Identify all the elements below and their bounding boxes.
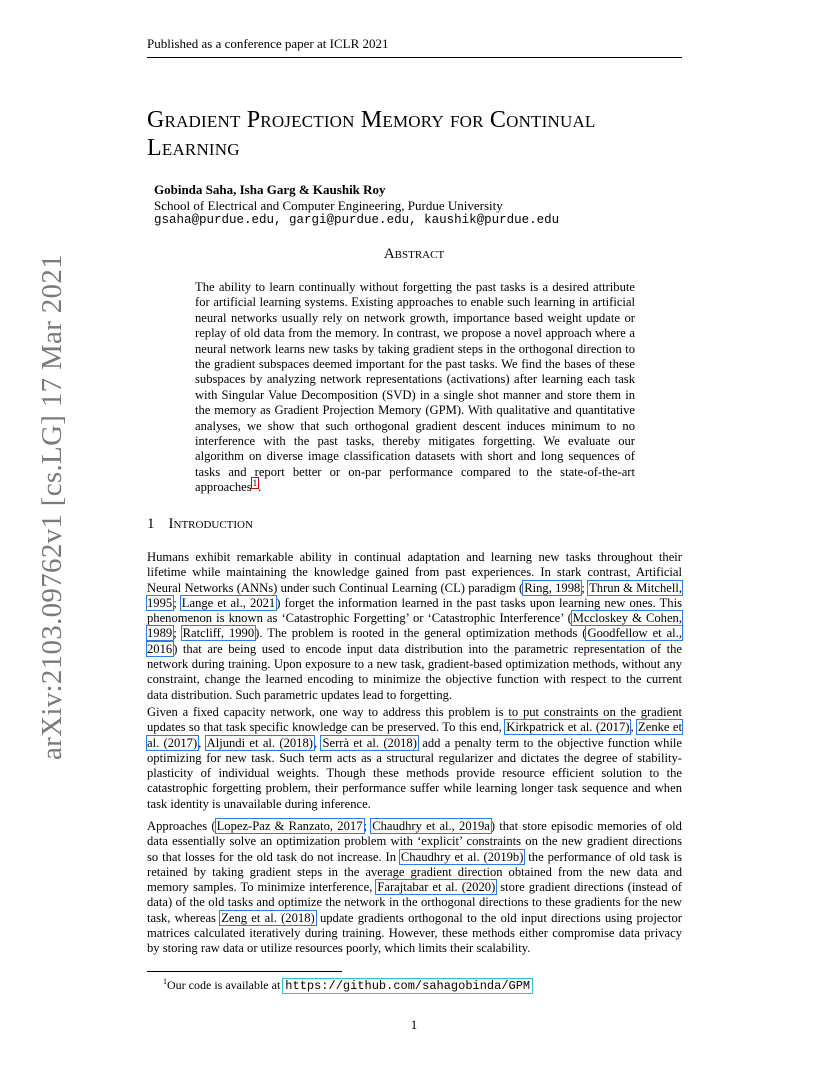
authors: Gobinda Saha, Isha Garg & Kaushik Roy — [154, 182, 386, 197]
paragraph-text: ) that are being used to encode input data distribution into the parametric representation of the network during training. Upon exposure to a new task, gradient-based optimization methods, without any constraint, change the learned encoding to minimize the objective function with respect to the current data distribution. Such parametric updates lead to forgetting. — [147, 641, 682, 702]
paragraph-text: , — [198, 735, 206, 750]
paragraph-text: ; — [173, 595, 181, 610]
paragraph-text: the performance of old task is retained by taking gradient steps in the average gradient direction obtained from the new data and memory samples. To minimize interference, — [147, 849, 682, 895]
citation-link[interactable]: Kirkpatrick et al. (2017) — [506, 720, 630, 735]
abstract-heading: Abstract — [383, 246, 445, 262]
citation-link[interactable]: Chaudhry et al. (2019b) — [400, 849, 524, 864]
footnote-text: Our code is available at — [167, 978, 284, 992]
citation-link[interactable]: Lange et al., 2021 — [181, 595, 276, 610]
arxiv-stamp: arXiv:2103.09762v1 [cs.LG] 17 Mar 2021 — [36, 254, 68, 760]
citation-link[interactable]: Lopez-Paz & Ranzato, 2017 — [216, 819, 363, 833]
citation-link[interactable]: Farajtabar et al. (2020) — [377, 880, 496, 895]
paragraph-text: Given a fixed capacity network, one way to address this problem is to put constraints on the gradient updates so that task specific knowledge can be preserved. To this end, — [147, 705, 682, 735]
citation-link[interactable]: Goodfellow et al., 2016 — [147, 626, 682, 656]
citation-link[interactable]: Zeng et al. (2018) — [221, 910, 315, 925]
paragraph-text: store gradient directions (instead of data) of the old tasks and optimize the network in the orthogonal directions to these gradients for the new task, whereas — [147, 880, 682, 925]
paragraph-text: update gradients orthogonal to the old input directions using projector matrices calculated iteratively during training. However, these methods either compromise data privacy by storing raw data or utilize resources poorly, which limits their scalability. — [147, 910, 682, 956]
footnote-marker-link[interactable]: 1 — [252, 478, 258, 489]
email-link[interactable]: kaushik@purdue.edu — [424, 213, 560, 227]
paragraph-text: ; — [173, 626, 182, 641]
abstract-end: . — [258, 480, 262, 495]
paragraph-text: Humans exhibit remarkable ability in continual adaptation and learning new tasks throughout their lifetime while maintaining the knowledge gained from past experiences. In stark contrast, Artificial Neural Networks (ANNs) under such Continual Learning (CL) paradigm ( — [147, 550, 682, 595]
author-emails: gsaha@purdue.edu, gargi@purdue.edu, kaushik@purdue.edu — [154, 213, 560, 227]
footnote-number: 1 — [163, 977, 167, 986]
section-number: 1 — [147, 516, 155, 532]
citation-link[interactable]: Mccloskey & Cohen, 1989 — [147, 611, 682, 641]
email-link[interactable]: gargi@purdue.edu — [289, 213, 410, 227]
citation-link[interactable]: Chaudhry et al., 2019a — [372, 819, 490, 833]
citation-link[interactable]: Thrun & Mitchell, 1995 — [147, 580, 682, 610]
paragraph-text: , — [630, 720, 638, 735]
paragraph-text: ; — [363, 819, 372, 833]
citation-link[interactable]: Ring, 1998 — [524, 580, 581, 595]
citation-link[interactable]: Ratcliff, 1990 — [182, 626, 255, 641]
footnote — [163, 977, 532, 993]
paragraph-text: , — [313, 735, 322, 750]
paragraph-text: ; — [581, 580, 589, 595]
intro-paragraph-3 — [147, 819, 682, 957]
paragraph-text: ). The problem is rooted in the general optimization methods ( — [255, 626, 587, 641]
abstract-text: The ability to learn continually without forgetting the past tasks is a desired attribute for artificial learning systems. Existing approaches to enable such learning in artificial neural networks usually rely on network growth, importance based weight update or replay of old data from the memory. In contrast, we propose a novel approach where a neural network learns new tasks by taking gradient steps in the orthogonal direction to the gradient subspaces deemed important for the past tasks. We find the bases of these subspaces by analyzing network representations (activations) after learning each task with Singular Value Decomposition (SVD) in a single shot manner and store them in the memory as Gradient Projection Memory (GPM). With qualitative and quantitative analyses, we show that such orthogonal gradient descent induces minimum to no interference with the past tasks, thereby mitigates forgetting. We evaluate our algorithm on diverse image classification datasets with short and long sequences of tasks and report better or on-par performance compared to the state-of-the-art approaches — [195, 280, 635, 495]
intro-paragraph-2 — [147, 705, 682, 812]
title-line-1: Gradient Projection Memory for Continual — [147, 107, 596, 133]
intro-paragraph-1 — [147, 550, 682, 703]
page-number: 1 — [410, 1017, 418, 1032]
paragraph-text: ) that store episodic memories of old data essentially solve an optimization problem with ‘explicit’ constraints on the new gradient directions so that losses for the old task do not increase. In — [147, 819, 682, 864]
code-url-link[interactable]: https://github.com/sahagobinda/GPM — [285, 979, 531, 993]
running-header: Published as a conference paper at ICLR 2021 — [147, 36, 682, 58]
email-link[interactable]: gsaha@purdue.edu — [154, 213, 275, 227]
section-heading — [147, 516, 253, 533]
paragraph-text: add a penalty term to the objective function while optimizing for new task. Such term acts as a structural regularizer and dictates the degree of stability-plasticity of individual weights. Though these methods provide resource efficient solution to the catastrophic forgetting problem, their performance suffer while learning longer task sequence and when task identity is unavailable during inference. — [147, 735, 683, 811]
abstract-body — [195, 280, 635, 496]
paper-title — [147, 106, 707, 162]
citation-link[interactable]: Aljundi et al. (2018) — [206, 735, 313, 750]
section-title: Introduction — [168, 516, 253, 532]
paragraph-text: ) forget the information learned in the past tasks upon learning new ones. This phenomenon is known as ‘Catastrophic Forgetting’ or ‘Catastrophic Interference’ ( — [147, 595, 682, 626]
citation-link[interactable]: Serrà et al. (2018) — [322, 735, 417, 750]
title-line-2: Learning — [147, 135, 240, 161]
citation-link[interactable]: Zenke et al. (2017) — [147, 720, 683, 750]
paragraph-text: Approaches ( — [147, 819, 216, 833]
affiliation: School of Electrical and Computer Engineering, Purdue University — [154, 198, 503, 213]
footnote-divider — [147, 971, 342, 972]
